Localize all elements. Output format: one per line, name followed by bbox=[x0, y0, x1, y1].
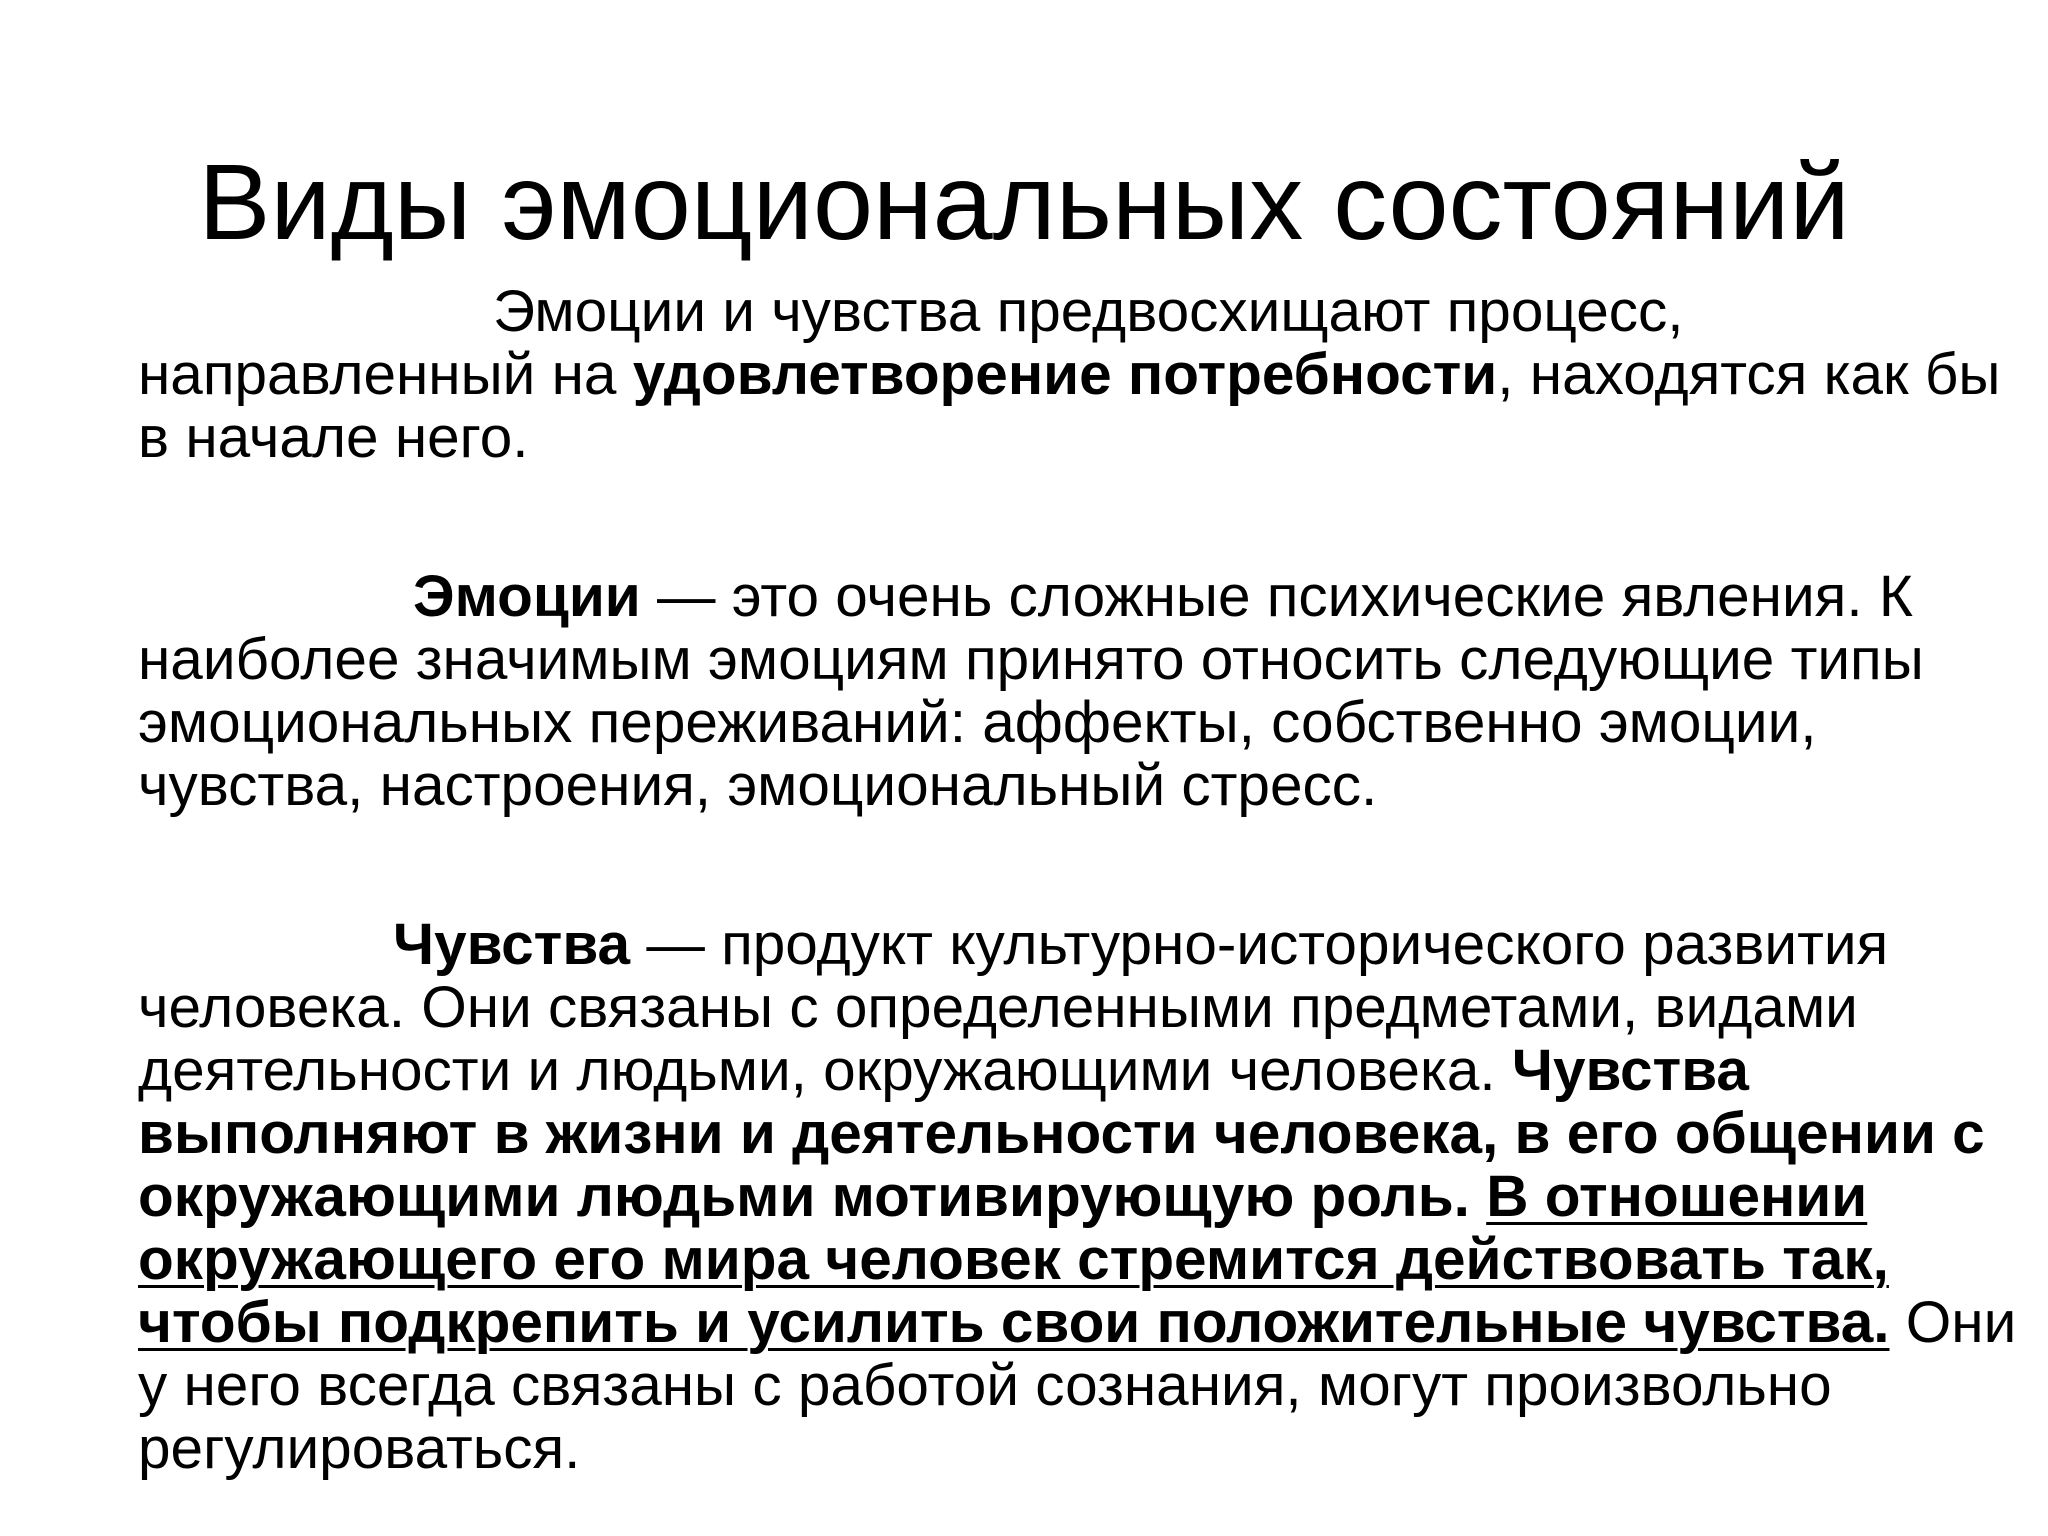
paragraph-emotions-term: Эмоции bbox=[413, 564, 641, 629]
paragraph-feelings-text-2: Они у него всегда связаны с работой сознания, могут произвольно регулироваться. bbox=[138, 1290, 2017, 1481]
slide-title: Виды эмоциональных состояний bbox=[198, 141, 1850, 262]
paragraph-emotions bbox=[138, 565, 2018, 817]
paragraph-feelings-text-1: — продукт культурно-исторического развития человека. Они связаны с определенными предметами, видами деятельности и людьми, окружающими человека. bbox=[138, 912, 1889, 1103]
paragraph-feelings bbox=[138, 913, 2018, 1480]
paragraph-feelings-underlined-text: В отношении окружающего его мира человек стремится действовать так, чтобы подкрепить и усилить свои положительные чувства. bbox=[138, 1164, 1890, 1355]
paragraph-needs bbox=[138, 280, 2018, 469]
paragraph-needs-bold-term: удовлетворение потребности bbox=[632, 342, 1498, 407]
paragraph-needs-text-1: Эмоции и чувства предвосхищают процесс, направленный на bbox=[138, 279, 1684, 407]
paragraph-needs-text-2: , находятся как бы в начале него. bbox=[138, 342, 2001, 470]
paragraph-feelings-bold-statement: Чувства выполняют в жизни и деятельности человека, в его общении с окружающими людьми мотивирующую роль. bbox=[138, 1038, 1985, 1229]
slide-body bbox=[138, 280, 2018, 1480]
paragraph-feelings-term: Чувства bbox=[393, 912, 631, 977]
paragraph-emotions-text: — это очень сложные психические явления. К наиболее значимым эмоциям принято относить следующие типы эмоциональных переживаний: аффекты, собственно эмоции, чувства, настроения, эмоциональный стресс. bbox=[138, 564, 1924, 818]
